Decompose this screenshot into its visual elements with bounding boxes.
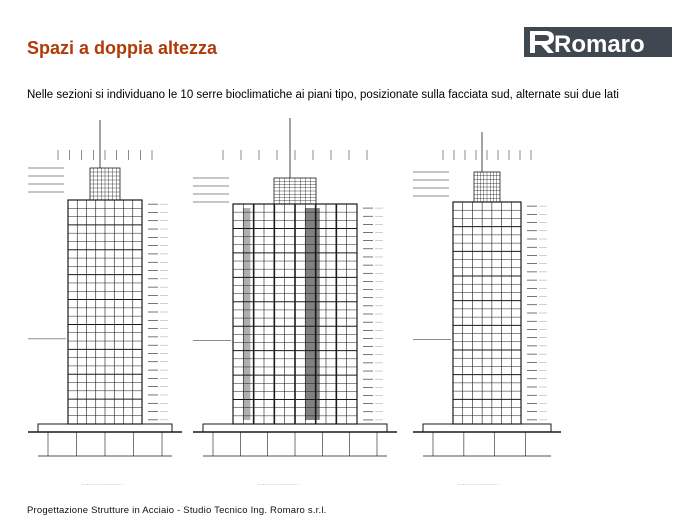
slide-title: Spazi a doppia altezza: [27, 38, 218, 58]
slide-subtitle: Nelle sezioni si individuano le 10 serre bioclimatiche ai piani tipo, posizionate sulla facciata sud, alternate sui due lati: [27, 89, 619, 101]
logo-text: Romaro: [554, 31, 645, 57]
section-right: [413, 132, 561, 456]
caption-left: - - - - - - - - - - - - - - - - -: [82, 481, 123, 486]
caption-right: - - - - - - - - - - - - - - - - -: [458, 481, 499, 486]
slide-footer: Progettazione Strutture in Acciaio - Studio Tecnico Ing. Romaro s.r.l.: [27, 505, 327, 516]
section-center: [193, 118, 397, 456]
building-sections-drawing: [20, 110, 680, 485]
romaro-logo: [524, 27, 672, 57]
caption-center: - - - - - - - - - - - - - - - - -: [258, 481, 299, 486]
section-left: [28, 120, 182, 456]
